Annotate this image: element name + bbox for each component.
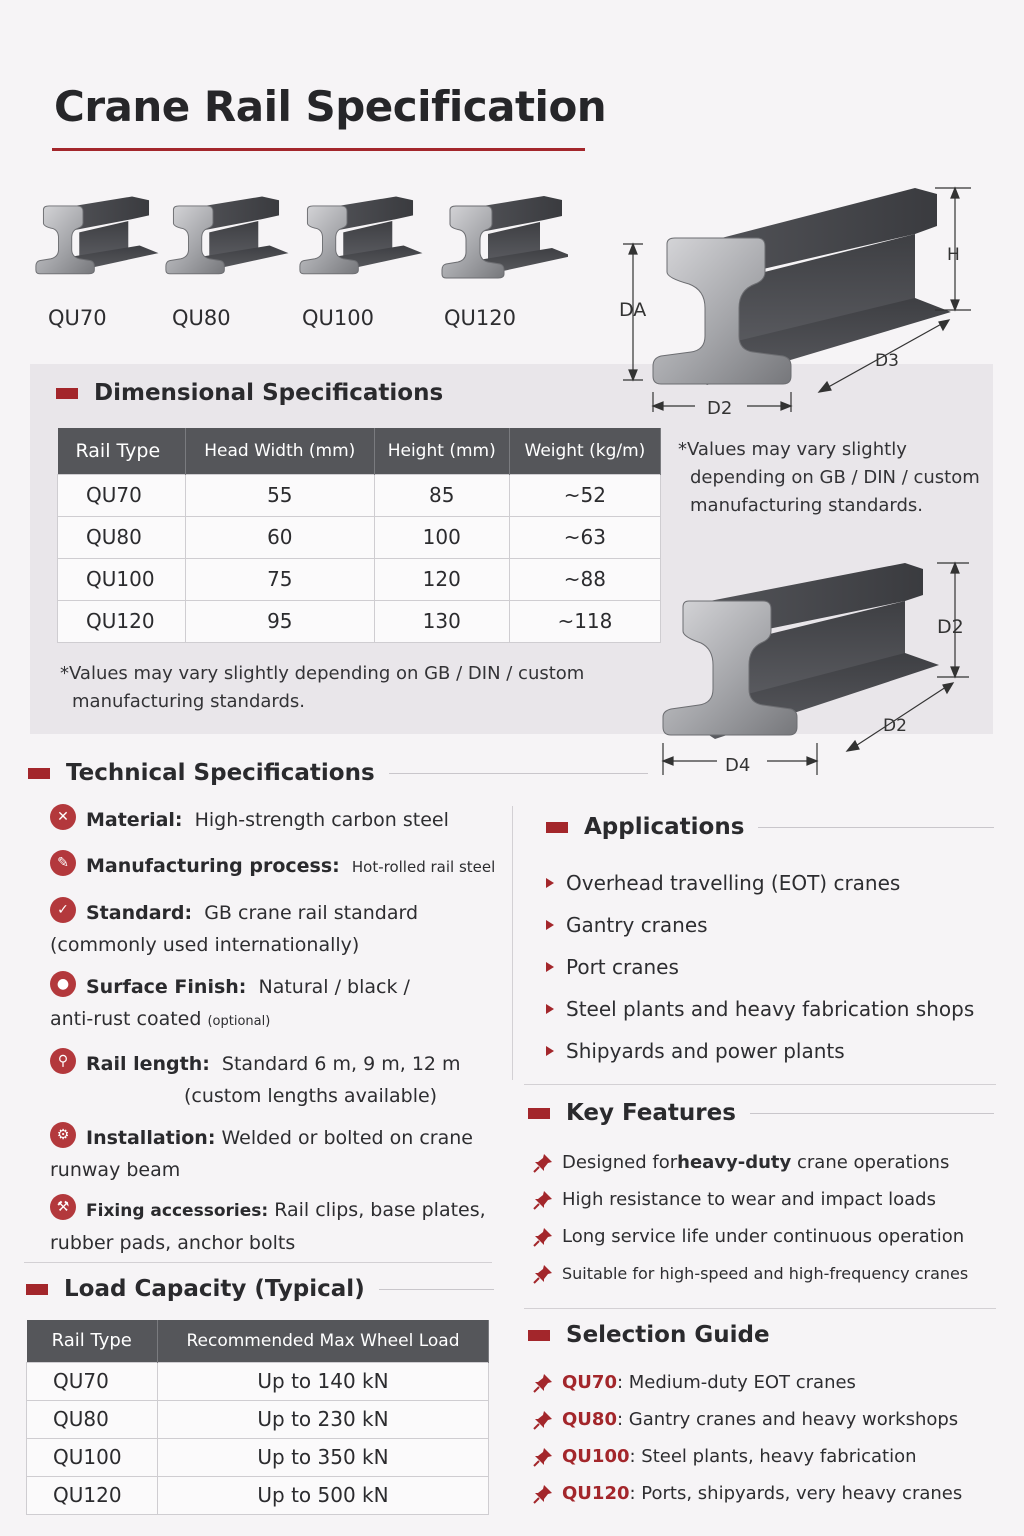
table-row: QU120 Up to 500 kN [27,1476,489,1514]
tools-icon: ✕ [50,804,76,830]
rail-thumbnail-qu70 [34,190,166,282]
rail-thumbnail-qu100 [298,190,430,282]
rail-label: QU100 [302,306,374,330]
label-d2: D2 [707,398,733,419]
heading-marker [28,768,50,779]
label-d2-depth: D2 [883,716,907,736]
rail-thumbnail-qu80 [164,190,296,282]
spec-item-surface: ● Surface Finish: Natural / black / anti-rust coated (optional) [50,971,510,1038]
list-item: Shipyards and power plants [546,1030,974,1072]
rail-dimension-diagram [615,180,985,425]
label-da: DA [619,299,647,321]
shield-icon: ● [50,971,76,997]
standards-note-side: *Values may vary slightly depending on GB / DIN / custom manufacturing standards. [678,439,980,516]
technical-list [50,804,510,1259]
heading-marker [56,388,78,399]
applications-heading: Applications [546,814,994,840]
spec-item-installation: ⚙ Installation: Welded or bolted on crane runway beam [50,1122,510,1186]
accessories-icon: ⚒ [50,1194,76,1220]
dimensional-table [57,428,661,643]
pin-icon [532,1446,554,1468]
table-row: QU120 95 130 ~118 [58,600,661,642]
pin-icon [532,1226,554,1248]
arrow-icon [546,1004,554,1014]
col-header: Rail Type [27,1320,158,1362]
list-item: Overhead travelling (EOT) cranes [546,862,974,904]
list-item: QU100 : Steel plants, heavy fabrication [532,1438,962,1475]
install-icon: ⚙ [50,1122,76,1148]
selection-list [532,1364,962,1512]
technical-heading: Technical Specifications [28,760,648,786]
list-item: Designed for heavy-duty crane operations [532,1144,968,1181]
pin-icon [532,1152,554,1174]
col-header: Weight (kg/m) [509,428,660,474]
spec-item-process: ✎ Manufacturing process: Hot-rolled rail steel [50,850,510,883]
list-item: Steel plants and heavy fabrication shops [546,988,974,1030]
list-item: QU80 : Gantry cranes and heavy workshops [532,1401,962,1438]
label-d4: D4 [725,755,751,776]
applications-list [546,862,974,1072]
heading-marker [546,822,568,833]
divider [524,1308,996,1309]
spec-item-material: ✕ Material: High-strength carbon steel [50,804,510,836]
label-h: H [947,245,960,265]
standard-icon: ✓ [50,897,76,923]
dimensional-heading: Dimensional Specifications [56,380,443,406]
pin-icon [532,1483,554,1505]
standards-note-bottom: *Values may vary slightly depending on GB / DIN / custom manufacturing standards. [60,663,585,712]
rail-label: QU80 [172,306,231,330]
arrow-icon [546,1046,554,1056]
pin-icon [532,1372,554,1394]
spec-item-standard: ✓ Standard: GB crane rail standard (commonly used internationally) [50,897,510,961]
list-item: Port cranes [546,946,974,988]
pin-icon [532,1263,554,1285]
table-row: QU70 55 85 ~52 [58,474,661,516]
table-row: QU80 60 100 ~63 [58,516,661,558]
selection-heading: Selection Guide [528,1322,994,1348]
arrow-icon [546,920,554,930]
column-divider [512,806,513,1080]
list-item: QU70 : Medium-duty EOT cranes [532,1364,962,1401]
list-item: Gantry cranes [546,904,974,946]
title-underline [52,148,585,151]
label-d2-vertical: D2 [937,616,964,638]
features-list [532,1144,968,1292]
pin-icon [532,1409,554,1431]
features-heading: Key Features [528,1100,994,1126]
table-row: QU100 75 120 ~88 [58,558,661,600]
spec-item-accessories: ⚒ Fixing accessories: Rail clips, base plates, rubber pads, anchor bolts [50,1194,510,1259]
col-header: Height (mm) [374,428,509,474]
heading-marker [528,1108,550,1119]
pin-icon [532,1189,554,1211]
divider [24,1262,492,1263]
col-header: Head Width (mm) [185,428,374,474]
heading-marker [26,1284,48,1295]
process-icon: ✎ [50,850,76,876]
ruler-icon: ⚲ [50,1048,76,1074]
rail-thumbnail-qu120 [436,190,568,282]
spec-item-length: ⚲ Rail length: Standard 6 m, 9 m, 12 m (custom lengths available) [50,1048,510,1112]
rail-label: QU120 [444,306,516,330]
table-row: QU80 Up to 230 kN [27,1400,489,1438]
load-table [26,1320,489,1515]
arrow-icon [546,962,554,972]
list-item: High resistance to wear and impact loads [532,1181,968,1218]
table-row: QU100 Up to 350 kN [27,1438,489,1476]
list-item: Suitable for high-speed and high-frequency cranes [532,1255,968,1292]
list-item: Long service life under continuous operation [532,1218,968,1255]
col-header: Rail Type [58,428,186,474]
table-row: QU70 Up to 140 kN [27,1362,489,1400]
label-d3: D3 [875,351,899,371]
arrow-icon [546,878,554,888]
page-title: Crane Rail Specification [54,82,607,131]
load-heading: Load Capacity (Typical) [26,1276,494,1302]
rail-dimension-diagram-small [655,555,975,780]
heading-marker [528,1330,550,1341]
rail-label: QU70 [48,306,107,330]
col-header: Recommended Max Wheel Load [158,1320,489,1362]
list-item: QU120 : Ports, shipyards, very heavy cranes [532,1475,962,1512]
divider [524,1084,996,1085]
